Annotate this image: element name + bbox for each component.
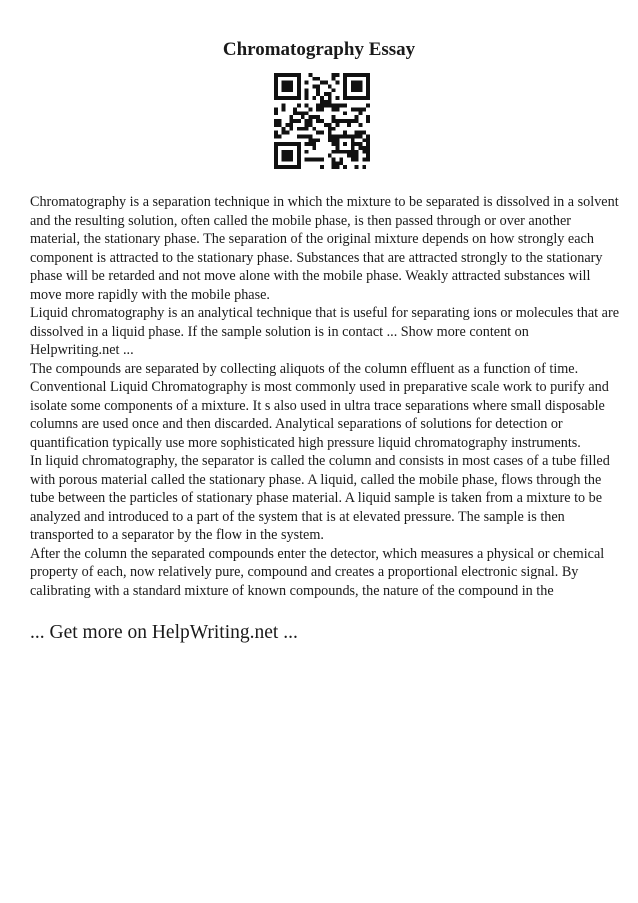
- paragraph: After the column the separated compounds enter the detector, which measures a physical or chemical property of each, now relatively pure, compound and creates a proportional electronic signal. By calibrating with a standard mixture of known compounds, the nature of the compound in the: [30, 545, 605, 599]
- qr-code-icon[interactable]: [274, 73, 370, 169]
- paragraph: Chromatography is a separation technique in which the mixture to be separated is dissolved in a solvent and the resulting solution, often called the mobile phase, is then passed through or over another material, the stationary phase. The separation of the original mixture depends on how strongly each component is attracted to the stationary phase. Substances that are attracted strongly to the stationary phase will be retarded and not move alone with the mobile phase. Weakly attracted substances will move more rapidly with the mobile phase.: [30, 194, 619, 303]
- document-title: Chromatography Essay: [222, 39, 416, 60]
- paragraph: The compounds are separated by collecting aliquots of the column effluent as a function of time. Conventional Liquid Chromatography is most commonly used in preparative scale work to purify and isolate some components of a mixture. It s also used in ultra trace separations where small disposable columns are used once and then discarded. Analytical separations of solutions for detection or quantification typically use more sophisticated high pressure liquid chromatography instruments.: [30, 360, 609, 451]
- paragraph: Liquid chromatography is an analytical technique that is useful for separating ions or molecules that are dissolved in a liquid phase. If the sample solution is in contact ... Show more content on Helpwriting.net ...: [30, 305, 619, 358]
- get-more-link[interactable]: ... Get more on HelpWriting.net ...: [30, 622, 298, 643]
- essay-body: [30, 193, 620, 600]
- paragraph: In liquid chromatography, the separator is called the column and consists in most cases of a tube filled with porous material called the stationary phase. A liquid, called the mobile phase, flows through the tube between the particles of stationary phase material. A liquid sample is taken from a mixture to be analyzed and introduced to a part of the system that is at elevated pressure. The sample is then transported to a separator by the flow in the system.: [30, 453, 610, 543]
